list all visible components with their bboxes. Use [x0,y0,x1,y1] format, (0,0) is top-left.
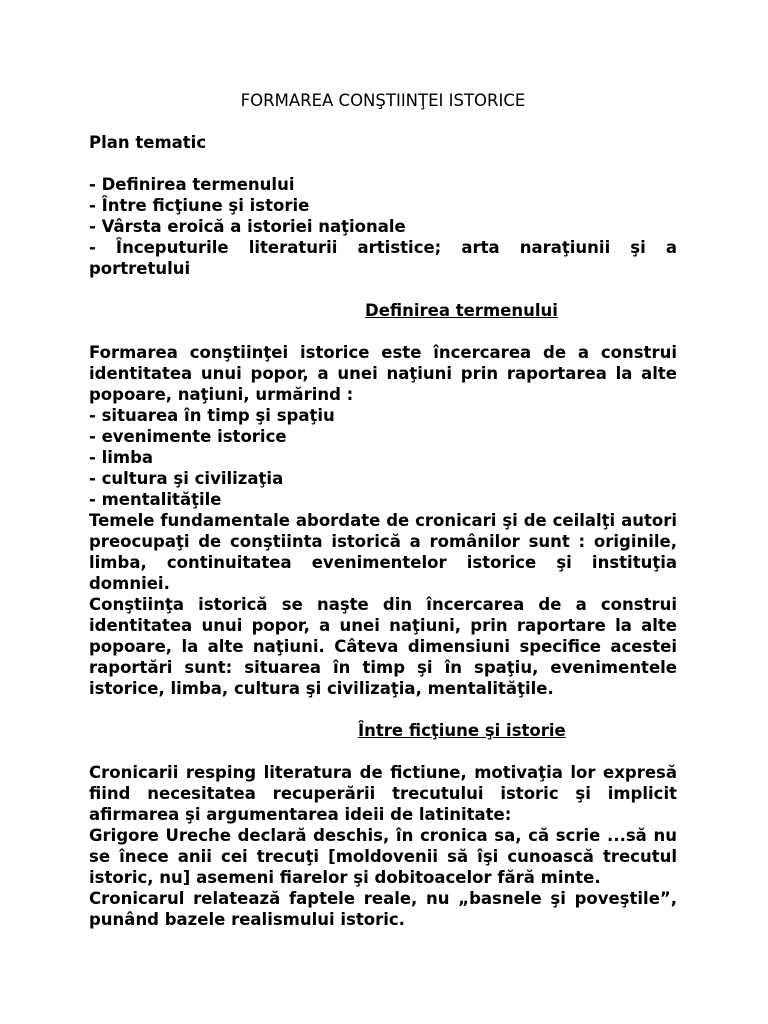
section1-bullets [89,405,677,510]
document-title: FORMAREA CONŞTIINŢEI ISTORICE [240,91,526,110]
section2-paragraph: Cronicarul relatează faptele reale, nu „basnele şi poveştile”, punând bazele realismului istoric. [89,889,677,929]
section2-paragraph: Grigore Ureche declară deschis, în cronica sa, că scrie ...să nu se înece anii cei trecuţi [moldovenii să îşi cunoască trecutul istoric, nu] asemeni fiarelor şi dobitoacelor fără minte. [89,826,677,887]
section2-paragraph: Cronicarii resping literatura de fictiune, motivaţia lor expresă fiind necesitatea recuperării trecutului istoric şi implicit afirmarea şi argumentarea ideii de latinitate: [89,763,677,824]
plan-item: - Definirea termenului [89,175,295,194]
section1-paragraph: Temele fundamentale abordate de cronicari şi de ceilalţi autori preocupaţi de conştiinta istorică a românilor sunt : originile, limba, continuitatea evenimentelor istorice şi instituţia domniei. [89,511,677,593]
list-item: - situarea în timp şi spaţiu [89,406,335,425]
list-item: - evenimente istorice [89,427,287,446]
section1-intro: Formarea conştiinţei istorice este încercarea de a construi identitatea unui popor, a unei naţiuni prin raportarea la alte popoare, naţiuni, urmărind : [89,343,677,404]
section-heading-intre: Între ficţiune şi istorie [358,721,566,740]
list-item: - limba [89,448,154,467]
plan-item: - Între ficţiune şi istorie [89,196,310,215]
document-body [89,90,677,930]
section-heading-definirea: Definirea termenului [365,301,558,320]
section1-paragraph: Conştiinţa istorică se naşte din încercarea de a construi identitatea unui popor, a unei naţiuni, prin raportare la alte popoare, la alte naţiuni. Câteva dimensiuni specifice acestei raportări sunt: situarea în timp şi în spaţiu, evenimentele istorice, limba, cultura şi civilizaţia, mentalităţile. [89,595,677,698]
list-item: - mentalităţile [89,490,222,509]
list-item: - cultura şi civilizaţia [89,469,284,488]
plan-heading: Plan tematic [89,133,207,152]
plan-item: - Începuturile literaturii artistice; arta naraţiunii şi a portretului [89,238,677,278]
plan-list [89,174,677,279]
plan-item: - Vârsta eroică a istoriei naţionale [89,217,406,236]
